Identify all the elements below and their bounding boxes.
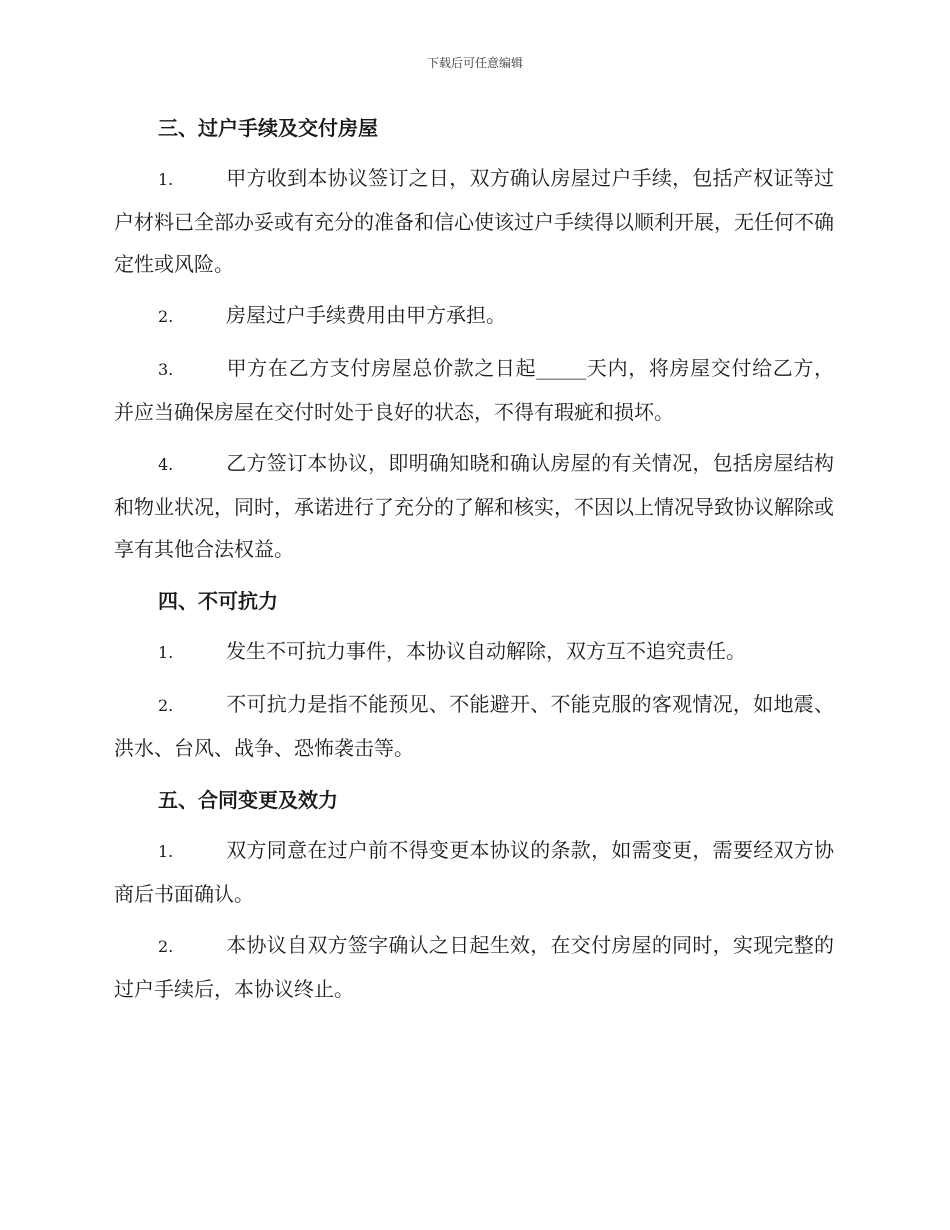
clause-paragraph (114, 347, 834, 433)
clause-text: 甲方收到本协议签订之日，双方确认房屋过户手续，包括产权证等过户材料已全部办妥或有充分的准备和信心使该过户手续得以顺利开展，无任何不确定性或风险。 (114, 166, 834, 276)
clause-text: 双方同意在过户前不得变更本协议的条款，如需变更，需要经双方协商后书面确认。 (114, 838, 834, 906)
clause-paragraph (114, 683, 834, 769)
clause-text: 房屋过户手续费用由甲方承担。 (226, 303, 506, 327)
section-heading: 四、不可抗力 (158, 589, 278, 613)
clause-number: 2. (158, 937, 174, 956)
document-body (114, 108, 834, 1010)
clause-paragraph (114, 630, 834, 674)
clause-text: 不可抗力是指不能预见、不能避开、不能克服的客观情况，如地震、洪水、台风、战争、恐怖袭击等。 (114, 692, 834, 760)
clause-text: 本协议自双方签字确认之日起生效，在交付房屋的同时，实现完整的过户手续后，本协议终止。 (114, 933, 834, 1001)
clause-number: 2. (158, 696, 174, 715)
clause-paragraph (114, 829, 834, 915)
clause-paragraph (114, 157, 834, 285)
clause-text: 发生不可抗力事件，本协议自动解除，双方互不追究责任。 (226, 639, 746, 663)
clause-number: 1. (158, 170, 174, 189)
clause-number: 2. (158, 307, 174, 326)
clause-number: 3. (158, 360, 174, 379)
clause-paragraph (114, 442, 834, 570)
clause-number: 1. (158, 643, 174, 662)
clause-paragraph (114, 924, 834, 1010)
section-heading: 三、过户手续及交付房屋 (158, 116, 378, 140)
clause-text: 甲方在乙方支付房屋总价款之日起_____天内，将房屋交付给乙方，并应当确保房屋在交付时处于良好的状态，不得有瑕疵和损坏。 (114, 356, 834, 424)
clause-number: 4. (158, 455, 174, 474)
clause-number: 1. (158, 842, 174, 861)
section-heading: 五、合同变更及效力 (158, 788, 338, 812)
page-header: 下载后可任意编辑 (426, 56, 523, 70)
clause-paragraph (114, 294, 834, 338)
clause-text: 乙方签订本协议，即明确知晓和确认房屋的有关情况，包括房屋结构和物业状况，同时，承诺进行了充分的了解和核实，不因以上情况导致协议解除或享有其他合法权益。 (114, 451, 834, 561)
